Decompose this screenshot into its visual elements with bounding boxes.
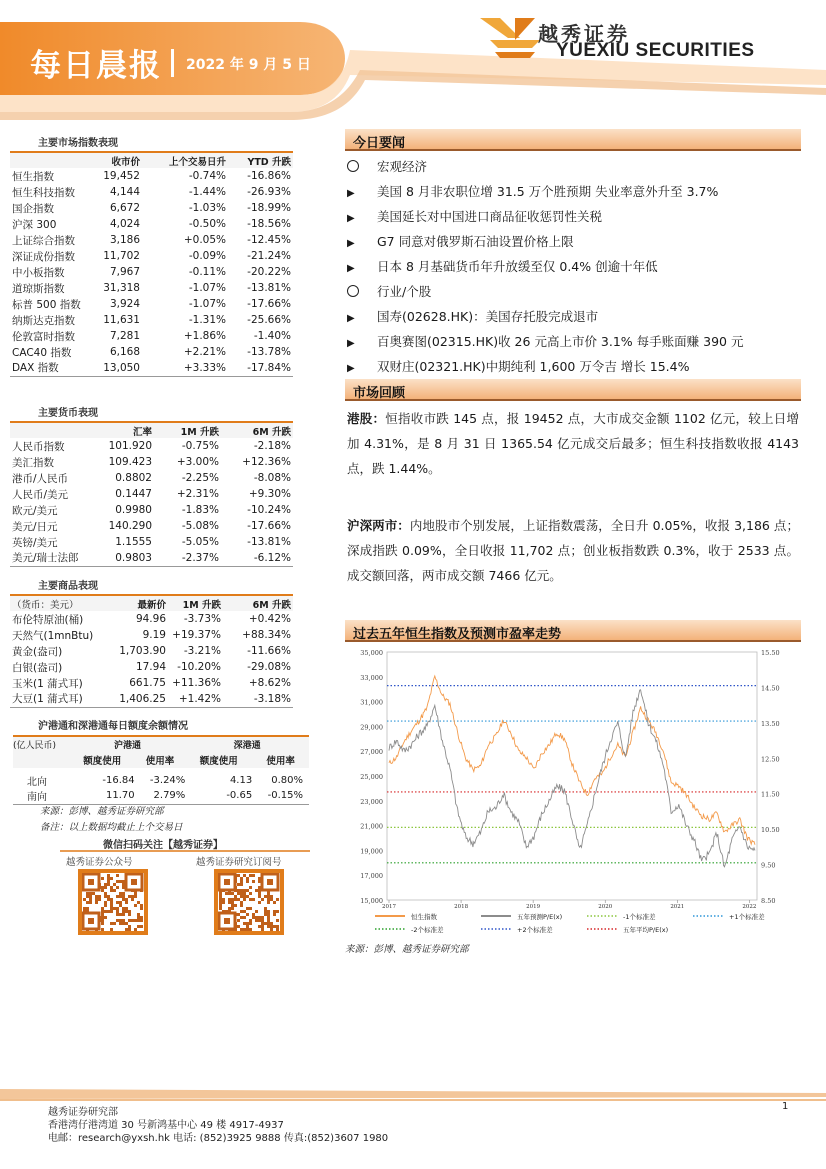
news-headline: 国寿(02628.HK)：美国存托股完成退市 [377,309,599,324]
cell-value: 0.1447 [115,488,152,500]
cell-value: -17.66% [247,298,291,310]
news-headline: 美国延长对中国进口商品征收惩罚性关税 [377,209,603,224]
y-left-tick-label: 29,000 [360,723,383,732]
y-right-tick-label: 13.50 [761,719,780,728]
cell-value: -21.24% [247,250,291,262]
news-item[interactable] [347,307,598,327]
y-left-tick-label: 25,000 [360,773,383,781]
y-left-tick-label: 15,000 [360,897,383,905]
row-label: 美元/日元 [12,520,58,533]
cell-value: +3.00% [176,456,219,468]
cell-value: -0.65 [185,788,252,804]
globe-icon [347,160,359,172]
y-left-tick-label: 33,000 [360,673,383,682]
col-header: YTD 升跌 [228,152,293,168]
cell-value: -5.08% [181,520,219,532]
y-left-tick-label: 27,000 [360,748,383,757]
triangle-bullet-icon: ▶ [347,313,355,324]
triangle-bullet-icon: ▶ [347,263,355,274]
macro-category [347,157,427,177]
col-header: 1M 升跌 [168,595,223,611]
cell-value: -17.84% [228,360,293,376]
row-label: 港币/人民币 [12,472,69,485]
cell-value: 109.423 [108,456,152,468]
qr-code-icon[interactable] [78,869,148,935]
triangle-bullet-icon: ▶ [347,213,355,224]
empty-cell [13,752,70,768]
cell-value: 19,452 [103,170,140,182]
cell-value: +19.37% [172,629,221,641]
cell-value: -1.07% [188,298,226,310]
table-row [13,772,309,788]
table-row [10,264,293,280]
legend-label: +1个标准差 [729,913,765,921]
table-row [10,280,293,296]
legend-label: 五年预测P/E(x) [517,913,563,921]
cell-value: +9.30% [248,488,291,500]
cell-value: +2.21% [183,346,226,358]
cell-value: -0.50% [188,218,226,230]
source-note: 来源：彭博、越秀证券研究部 [40,806,164,817]
cell-value: 11,631 [103,314,140,326]
cell-value: -8.08% [253,472,291,484]
cell-value: -3.21% [183,645,221,657]
y-right-tick-label: 10.50 [761,826,780,835]
col-header [10,152,92,168]
table-header-row [10,595,293,611]
cell-value: 17.94 [135,661,166,673]
qr-code-icon[interactable] [214,869,284,935]
y-right-tick-label: 15.50 [761,649,780,657]
row-label: 标普 500 指数 [12,298,81,311]
chart-section-header [345,620,801,642]
cell-value: -2.18% [253,440,291,452]
yuexiu-logo-icon [480,18,540,58]
cell-value: 31,318 [103,282,140,294]
cell-value: -1.40% [253,330,291,342]
cell-value: +8.62% [248,677,291,689]
cn-review-paragraph [347,513,799,588]
cell-value: -13.81% [247,282,291,294]
wechat-follow-text: 微信扫码关注【越秀证券】 [103,840,223,851]
triangle-bullet-icon: ▶ [347,238,355,249]
y-right-tick-label: 14.50 [761,684,780,693]
cell-value: +1.86% [183,330,226,342]
table-header-row [13,736,309,752]
hk-text: 恒指收市跌 145 点，报 19452 点，大市成交金额 1102 亿元，较上日增加 4.31%，是 8 月 31 日 1365.54 亿元成交后最多；恒生科技指数收报 4143 点，跌 1.44%。 [347,411,799,476]
cell-value: -0.09% [188,250,226,262]
legend-label: 恒生指数 [411,913,437,921]
cell-value: -12.45% [247,234,291,246]
cell-value: 11,702 [103,250,140,262]
y-left-tick-label: 31,000 [360,698,383,707]
connect-quota-title: 沪港通和深港通每日额度余额情况 [38,721,188,732]
news-item[interactable] [347,257,658,277]
cell-value: 4,144 [109,186,140,198]
qr-right-label: 越秀证券研究订阅号 [196,857,282,868]
cell-value: 1,406.25 [104,691,168,707]
row-label: 白银(盎司) [12,661,63,674]
cell-value: -1.44% [188,186,226,198]
cell-value: 11.70 [70,788,135,804]
col-header: 6M 升跌 [223,595,293,611]
row-label: 恒生指数 [12,170,54,183]
table-subheader-row [13,752,309,768]
cell-value: +12.36% [242,456,291,468]
table-header-row [10,422,293,438]
x-tick-label: 2022 [742,904,757,910]
row-label: 上证综合指数 [12,234,75,247]
hk-label: 港股： [347,411,386,426]
cell-value: -1.03% [188,202,226,214]
table-row [10,643,293,659]
cell-value: -10.20% [177,661,221,673]
cell-value: -6.12% [221,550,293,566]
y-right-tick-label: 11.50 [761,790,780,799]
col-header: 6M 升跌 [221,422,293,438]
row-label: 人民币/美元 [12,488,69,501]
market-indices-title: 主要市场指数表现 [38,138,118,149]
qr-left-label: 越秀证券公众号 [66,857,133,868]
cell-value: -0.74% [188,170,226,182]
row-label: 恒生科技指数 [12,186,75,199]
cell-value: 661.75 [129,677,166,689]
cell-value: -5.05% [181,536,219,548]
x-tick-label: 2017 [382,904,396,910]
row-label: 黄金(盎司) [12,645,63,658]
table-row [10,248,293,264]
table-row [10,691,293,707]
cell-value: +0.05% [183,234,226,246]
table-row [10,550,293,566]
table-row [10,518,293,534]
triangle-bullet-icon: ▶ [347,363,355,374]
row-label: 沪深 300 [12,218,57,231]
cell-value: -16.84 [102,774,135,786]
cell-value: 9.19 [142,629,166,641]
cell-value: -10.24% [247,504,291,516]
col-header: 1M 升跌 [154,422,221,438]
hsi-pe-chart [345,644,801,938]
cell-value: 7,967 [109,266,140,278]
table-row [10,328,293,344]
cell-value: 3,186 [109,234,140,246]
commodities-table [10,594,293,708]
section-title: 今日要闻 [353,136,406,151]
news-headline: 百奥赛图(02315.HK)收 26 元高上市价 3.1% 每手账面赚 390 元 [377,334,744,349]
table-row [10,296,293,312]
y-left-tick-label: 35,000 [360,649,383,657]
cell-value: -25.66% [247,314,291,326]
cell-value: 101.920 [108,440,152,452]
table-row [10,534,293,550]
connect-quota-table [13,735,309,805]
table-row [10,232,293,248]
news-item[interactable] [347,332,743,352]
table-row [10,312,293,328]
table-row [10,611,293,627]
footer-band [0,1087,826,1101]
cell-value: 0.9803 [96,550,154,566]
legend-label: 五年平均P/E(x) [623,926,669,934]
y-left-tick-label: 19,000 [360,847,383,856]
cell-value: -29.08% [247,661,291,673]
cell-value: -11.66% [247,645,291,657]
news-headline: G7 同意对俄罗斯石油设置价格上限 [377,234,574,249]
page-number: 1 [782,1101,789,1112]
chart-source-note: 来源：彭博、越秀证券研究部 [345,944,469,955]
y-right-tick-label: 8.50 [761,897,776,905]
col-header: 额度使用 [70,752,135,768]
row-label: 欧元/美元 [12,504,58,517]
cell-value: +3.33% [142,360,228,376]
legend-label: -1个标准差 [623,913,656,921]
col-header: 汇率 [96,422,154,438]
row-label: 纳斯达克指数 [12,314,75,327]
col-header: 使用率 [135,752,186,768]
row-label: 伦敦富时指数 [12,330,75,343]
group-header: 深港通 [185,736,309,752]
cell-value: -1.07% [188,282,226,294]
cell-value: 1,703.90 [119,645,166,657]
cell-value: 6,168 [109,346,140,358]
cn-text: 内地股市个别发展，上证指数震荡，全日升 0.05%，收报 3,186 点；深成指跌 0.09%，全日收报 11,702 点；创业板指数跌 0.3%，收于 2533 点。成交额回落，两市成交额 7466 亿元。 [347,518,799,583]
row-label: 美元/瑞士法郎 [10,550,96,566]
chart-background [345,644,801,938]
today-news-header [345,129,801,151]
divider [60,850,310,852]
row-label: 布伦特原油(桶) [12,613,84,626]
remark-note: 备注：以上数据均截止上个交易日 [40,822,183,833]
table-row [10,627,293,643]
cell-value: 13,050 [92,360,142,376]
cell-value: 0.80% [271,774,303,786]
group-header: 沪港通 [70,736,186,752]
footer-dept: 越秀证券研究部 [48,1107,118,1118]
triangle-bullet-icon: ▶ [347,338,355,349]
table-row [10,200,293,216]
col-header: 最新价 [104,595,168,611]
stock-category [347,282,431,302]
report-date: 2022 年 9 月 5 日 [186,57,311,73]
currencies-title: 主要货币表现 [38,408,98,419]
footer-contact: 电邮：research@yxsh.hk 电话: (852)3925 9888 传真:(852)3607 1980 [48,1133,389,1144]
x-tick-label: 2019 [526,904,541,910]
cell-value: -2.37% [154,550,221,566]
globe-icon [347,285,359,297]
table-row [10,438,293,454]
title-divider [171,49,174,77]
table-row [10,659,293,675]
cell-value: -0.15% [252,788,309,804]
row-label: 深证成份指数 [12,250,75,263]
market-indices-table [10,151,293,377]
row-label: 人民币指数 [12,440,65,453]
table-row [10,168,293,184]
cell-value: 1.1555 [115,536,152,548]
news-headline: 美国 8 月非农职位增 31.5 万个胜预期 失业率意外升至 3.7% [377,184,719,199]
x-tick-label: 2020 [598,904,613,910]
table-row [10,360,293,376]
triangle-bullet-icon: ▶ [347,188,355,199]
logo-text-cn: 越秀证券 [538,22,630,46]
news-headline: 日本 8 月基础货币年升放缓至仅 0.4% 创逾十年低 [377,259,658,274]
section-title: 市场回顾 [353,386,406,401]
commodities-title: 主要商品表现 [38,581,98,592]
currencies-table [10,421,293,567]
row-label: 国企指数 [12,202,54,215]
cell-value: -18.56% [247,218,291,230]
row-label: 北向 [27,776,47,788]
cn-label: 沪深两市： [347,518,410,533]
cell-value: 140.290 [108,520,152,532]
cell-value: 4,024 [109,218,140,230]
row-label: 美汇指数 [12,456,54,469]
col-header: 收市价 [92,152,142,168]
cell-value: -0.75% [181,440,219,452]
market-review-header [345,379,801,401]
x-tick-label: 2018 [454,904,469,910]
cell-value: -18.99% [247,202,291,214]
y-left-tick-label: 17,000 [360,872,383,881]
table-row [10,502,293,518]
row-label: DAX 指数 [10,360,92,376]
category-label: 行业/个股 [377,284,432,299]
cell-value: 6,672 [109,202,140,214]
y-right-tick-label: 9.50 [761,861,776,870]
cell-value: -3.24% [149,774,186,786]
news-item[interactable] [347,232,574,252]
table-row [10,184,293,200]
row-label: 天然气(1mnBtu) [12,629,94,642]
news-headline: 双财庄(02321.HK)中期纯利 1,600 万令吉 增长 15.4% [377,359,690,374]
table-row [10,344,293,360]
col-header [10,422,96,438]
cell-value: +2.31% [176,488,219,500]
cell-value: 94.96 [135,613,166,625]
cell-value: 0.9980 [115,504,152,516]
row-label: 道琼斯指数 [12,282,65,295]
row-label: 南向 [13,788,70,804]
cell-value: 4.13 [229,774,253,786]
cell-value: 0.8802 [115,472,152,484]
news-item[interactable] [347,182,718,202]
table-row [10,454,293,470]
y-right-tick-label: 12.50 [761,755,780,764]
cell-value: -13.78% [247,346,291,358]
cell-value: +0.42% [248,613,291,625]
logo-text-en: YUEXIU SECURITIES [556,40,755,61]
table-header-row [10,152,293,168]
cell-value: -1.83% [181,504,219,516]
cell-value: +88.34% [242,629,291,641]
cell-value: +11.36% [172,677,221,689]
row-label: 中小板指数 [12,266,65,279]
table-row [13,788,309,804]
col-header: （货币：美元） [10,595,104,611]
table-row [10,675,293,691]
table-row [10,216,293,232]
cell-value: -3.73% [183,613,221,625]
table-row [10,470,293,486]
cell-value: -17.66% [247,520,291,532]
legend-label: -2个标准差 [411,926,444,934]
cell-value: -26.93% [247,186,291,198]
y-left-tick-label: 21,000 [360,822,383,831]
news-item[interactable] [347,207,602,227]
unit-label: (亿人民币) [13,736,70,752]
category-label: 宏观经济 [377,159,428,174]
header-banner [0,0,826,125]
cell-value: -20.22% [247,266,291,278]
row-label: 玉米(1 蒲式耳) [12,677,83,690]
section-title: 过去五年恒生指数及预测市盈率走势 [353,627,562,642]
row-label: CAC40 指数 [12,346,72,359]
row-label: 大豆(1 蒲式耳) [10,691,104,707]
col-header: 上个交易日升 [142,152,228,168]
page-title: 每日晨报 [30,48,162,84]
footer-address: 香港湾仔港湾道 30 号新鸿基中心 49 楼 4917-4937 [48,1120,284,1131]
cell-value: 3,924 [109,298,140,310]
y-left-tick-label: 23,000 [360,797,383,806]
row-label: 英镑/美元 [12,536,58,549]
cell-value: 7,281 [109,330,140,342]
col-header: 额度使用 [185,752,252,768]
x-tick-label: 2021 [670,904,685,910]
table-row [10,486,293,502]
legend-label: +2个标准差 [517,926,553,934]
cell-value: -2.25% [181,472,219,484]
cell-value: +1.42% [168,691,223,707]
cell-value: -3.18% [223,691,293,707]
news-item[interactable] [347,357,689,377]
cell-value: -13.81% [247,536,291,548]
cell-value: -0.11% [188,266,226,278]
hk-review-paragraph [347,406,799,481]
cell-value: -16.86% [247,170,291,182]
col-header: 使用率 [252,752,309,768]
cell-value: 2.79% [135,788,186,804]
cell-value: -1.31% [188,314,226,326]
